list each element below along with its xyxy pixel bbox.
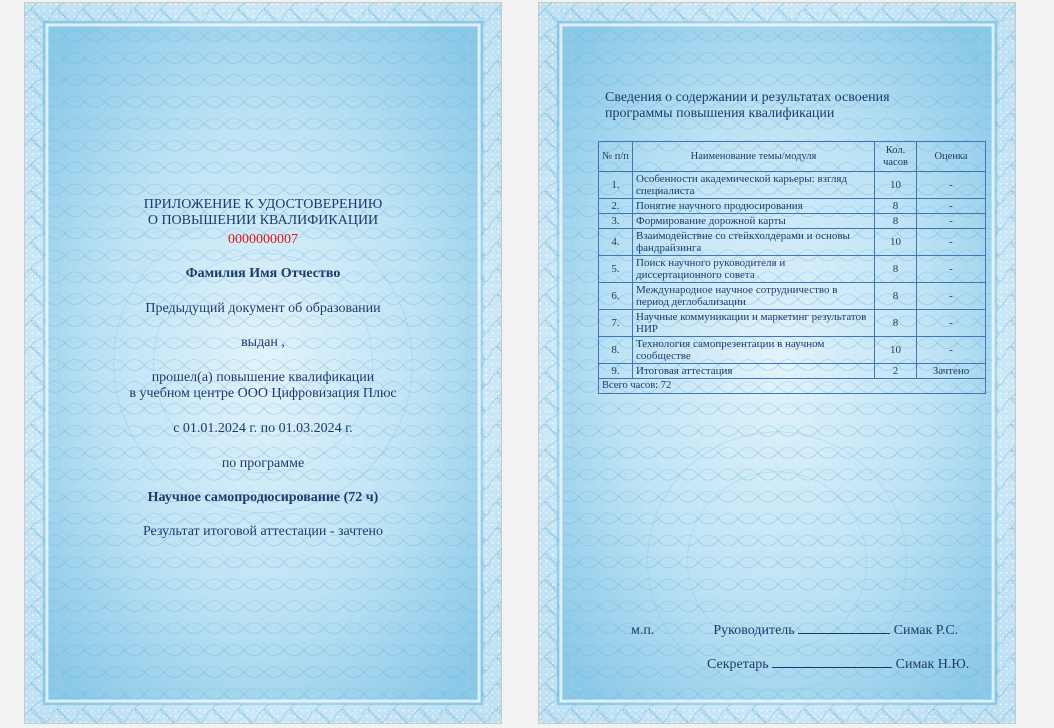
right-page-content [539,3,1015,723]
row-hours: 2 [875,364,917,379]
completed-line-1: прошел(а) повышение квалификации [151,370,375,385]
row-hours: 8 [875,256,917,283]
row-topic: Особенности академической карьеры: взгляд специалиста [633,172,875,199]
header-grade: Оценка [917,142,986,172]
table-header-row [599,142,986,172]
row-number: 6. [599,283,633,310]
row-grade: - [917,229,986,256]
row-hours: 8 [875,214,917,229]
row-topic: Технология самопрезентации в научном сообществе [633,337,875,364]
row-grade: - [917,199,986,214]
row-number: 5. [599,256,633,283]
program-content-page [538,2,1016,724]
header-hours: Кол. часов [875,142,917,172]
row-topic: Формирование дорожной карты [633,214,875,229]
section-title-line-2: программы повышения квалификации [605,106,835,121]
head-name: Симак Р.С. [893,623,959,638]
header-topic: Наименование темы/модуля [633,142,875,172]
row-hours: 8 [875,199,917,214]
row-number: 7. [599,310,633,337]
row-number: 4. [599,229,633,256]
row-topic: Понятие научного продюсирования [633,199,875,214]
row-grade: - [917,256,986,283]
certificate-appendix-page [24,2,502,724]
left-page-content [25,3,501,723]
table-row [599,214,986,229]
completed-line-2: в учебном центре ООО Цифровизация Плюс [129,386,397,401]
table-row [599,337,986,364]
table-row [599,364,986,379]
by-program-label: по программе [221,456,305,471]
row-topic: Поиск научного руководителя и диссертационного совета [633,256,875,283]
row-topic: Научные коммуникации и маркетинг результатов НИР [633,310,875,337]
row-number: 1. [599,172,633,199]
row-grade: - [917,283,986,310]
head-signature-line [798,621,890,634]
secretary-name: Симак Н.Ю. [895,657,970,672]
row-grade: Зачтено [917,364,986,379]
row-hours: 10 [875,172,917,199]
row-hours: 10 [875,337,917,364]
row-number: 9. [599,364,633,379]
table-row [599,172,986,199]
section-title [605,90,965,122]
row-grade: - [917,310,986,337]
attestation-result: Результат итоговой аттестации - зачтено [142,524,384,539]
issued-by: выдан , [241,335,285,350]
row-grade: - [917,172,986,199]
header-num: № п/п [599,142,633,172]
previous-document: Предыдущий документ об образовании [145,301,381,316]
row-number: 8. [599,337,633,364]
row-number: 3. [599,214,633,229]
head-signature-row [631,621,958,639]
row-grade: - [917,214,986,229]
row-grade: - [917,337,986,364]
head-label: Руководитель [713,623,795,638]
table-row [599,310,986,337]
row-hours: 10 [875,229,917,256]
program-name: Научное самопродюсирование (72 ч) [147,490,379,505]
modules-table-wrap [598,141,985,394]
row-hours: 8 [875,310,917,337]
secretary-label: Секретарь [707,657,769,672]
training-dates: с 01.01.2024 г. по 01.03.2024 г. [173,421,353,436]
heading-line-1: ПРИЛОЖЕНИЕ К УДОСТОВЕРЕНИЮ [143,197,383,212]
holder-name: Фамилия Имя Отчество [185,266,341,281]
modules-table [598,141,986,394]
table-row [599,199,986,214]
row-topic: Взаимодействие со стейкхолдерами и основы фандрайзинга [633,229,875,256]
row-hours: 8 [875,283,917,310]
certificate-number: 0000000007 [228,232,298,247]
section-title-line-1: Сведения о содержании и результатах освоения [605,90,890,105]
secretary-signature-line [772,655,892,668]
secretary-signature-row [707,655,969,673]
table-row [599,256,986,283]
stamp-label: м.п. [631,623,655,638]
row-number: 2. [599,199,633,214]
table-row [599,229,986,256]
table-row [599,283,986,310]
total-hours: Всего часов: 72 [599,379,986,394]
row-topic: Международное научное сотрудничество в период деглобализации [633,283,875,310]
heading-line-2: О ПОВЫШЕНИИ КВАЛИФИКАЦИИ [147,213,379,228]
table-total-row [599,379,986,394]
row-topic: Итоговая аттестация [633,364,875,379]
